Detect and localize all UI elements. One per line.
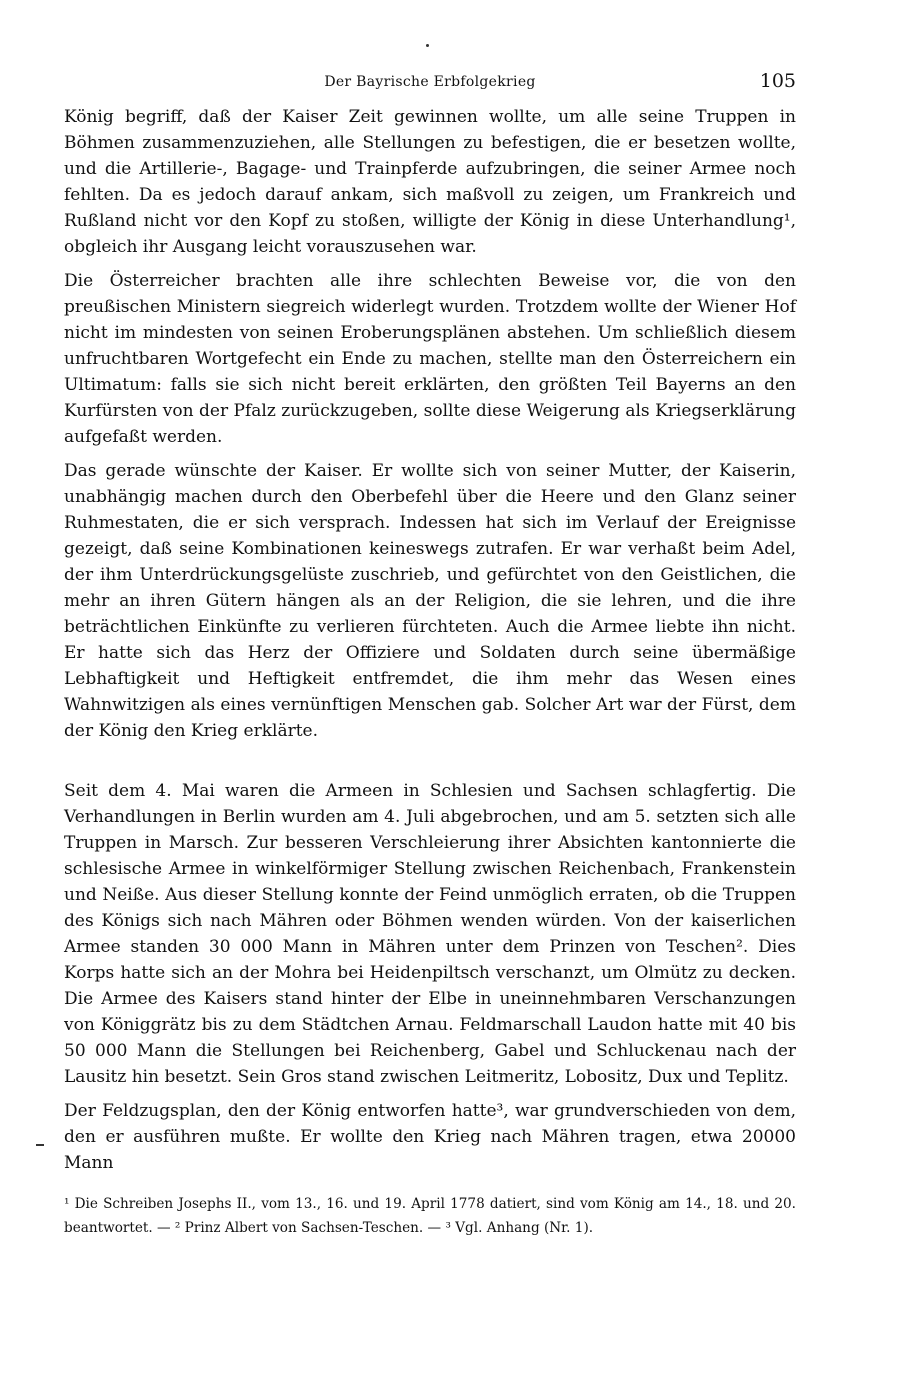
running-title: Der Bayrische Erbfolgekrieg bbox=[324, 74, 536, 90]
paragraph: Die Österreicher brachten alle ihre schlechten Beweise vor, die von den preußischen Ministern siegreich widerlegt wurden. Trotzdem wollte der Wiener Hof nicht im mindesten von seinen Eroberungsplänen abstehen. Um schließlich diesem unfruchtbaren Wortgefecht ein Ende zu machen, stellte man den Österreichern ein Ultimatum: falls sie sich nicht bereit erklärten, den größten Teil Bayerns an den Kurfürsten von der Pfalz zurückzugeben, sollte diese Weigerung als Kriegserklärung aufgefaßt werden. bbox=[64, 271, 796, 447]
book-page bbox=[64, 60, 796, 1360]
paragraph: Das gerade wünschte der Kaiser. Er wollte sich von seiner Mutter, der Kaiserin, unabhängig machen durch den Oberbefehl über die Heere und den Glanz seiner Ruhmestaten, die er sich versprach. Indessen hat sich im Verlauf der Ereignisse gezeigt, daß seine Kombinationen keineswegs zutrafen. Er war verhaßt beim Adel, der ihm Unterdrückungsgelüste zuschrieb, und gefürchtet von den Geistlichen, die mehr an ihren Gütern hängen als an der Religion, die sie lehren, und die ihre beträchtlichen Einkünfte zu verlieren fürchteten. Auch die Armee liebte ihn nicht. Er hatte sich das Herz der Offiziere und Soldaten durch seine übermäßige Lebhaftigkeit und Heftigkeit entfremdet, die ihm mehr das Wesen eines Wahnwitzigen als eines vernünftigen Menschen gab. Solcher Art war der Fürst, dem der König den Krieg erklärte. bbox=[64, 461, 796, 741]
print-speck-margin bbox=[36, 1144, 44, 1146]
paragraph: Der Feldzugsplan, den der König entworfen hatte³, war grundverschieden von dem, den er ausführen mußte. Er wollte den Krieg nach Mähren tragen, etwa 20000 Mann bbox=[64, 1101, 796, 1173]
body-text bbox=[64, 104, 796, 1176]
footnotes bbox=[64, 1192, 796, 1240]
paragraph: Seit dem 4. Mai waren die Armeen in Schlesien und Sachsen schlagfertig. Die Verhandlungen in Berlin wurden am 4. Juli abgebrochen, und am 5. setzten sich alle Truppen in Marsch. Zur besseren Verschleierung ihrer Absichten kantonnierte die schlesische Armee in winkelförmiger Stellung zwischen Reichenbach, Frankenstein und Neiße. Aus dieser Stellung konnte der Feind unmöglich erraten, ob die Truppen des Königs sich nach Mähren oder Böhmen wenden würden. Von der kaiserlichen Armee standen 30 000 Mann in Mähren unter dem Prinzen von Teschen². Dies Korps hatte sich an der Mohra bei Heidenpiltsch verschanzt, um Olmütz zu decken. Die Armee des Kaisers stand hinter der Elbe in uneinnehmbaren Verschanzungen von Königgrätz bis zu dem Städtchen Arnau. Feldmarschall Laudon hatte mit 40 bis 50 000 Mann die Stellungen bei Reichenberg, Gabel und Schluckenau nach der Lausitz hin besetzt. Sein Gros stand zwischen Leitmeritz, Lobositz, Dux und Teplitz. bbox=[64, 781, 796, 1087]
running-head bbox=[64, 60, 796, 104]
print-speck-top bbox=[426, 44, 429, 47]
paragraph: König begriff, daß der Kaiser Zeit gewinnen wollte, um alle seine Truppen in Böhmen zusammenzuziehen, alle Stellungen zu befestigen, die er besetzen wollte, und die Artillerie-, Bagage- und Trainpferde aufzubringen, die seiner Armee noch fehlten. Da es jedoch darauf ankam, sich maßvoll zu zeigen, um Frankreich und Rußland nicht vor den Kopf zu stoßen, willigte der König in diese Unterhandlung¹, obgleich ihr Ausgang leicht vorauszusehen war. bbox=[64, 107, 796, 257]
page-number: 105 bbox=[759, 70, 796, 92]
footnote: ¹ Die Schreiben Josephs II., vom 13., 16. und 19. April 1778 datiert, sind vom König am 14., 18. und 20. beantwortet. — ² Prinz Albert von Sachsen-Teschen. — ³ Vgl. Anhang (Nr. 1). bbox=[64, 1196, 796, 1236]
